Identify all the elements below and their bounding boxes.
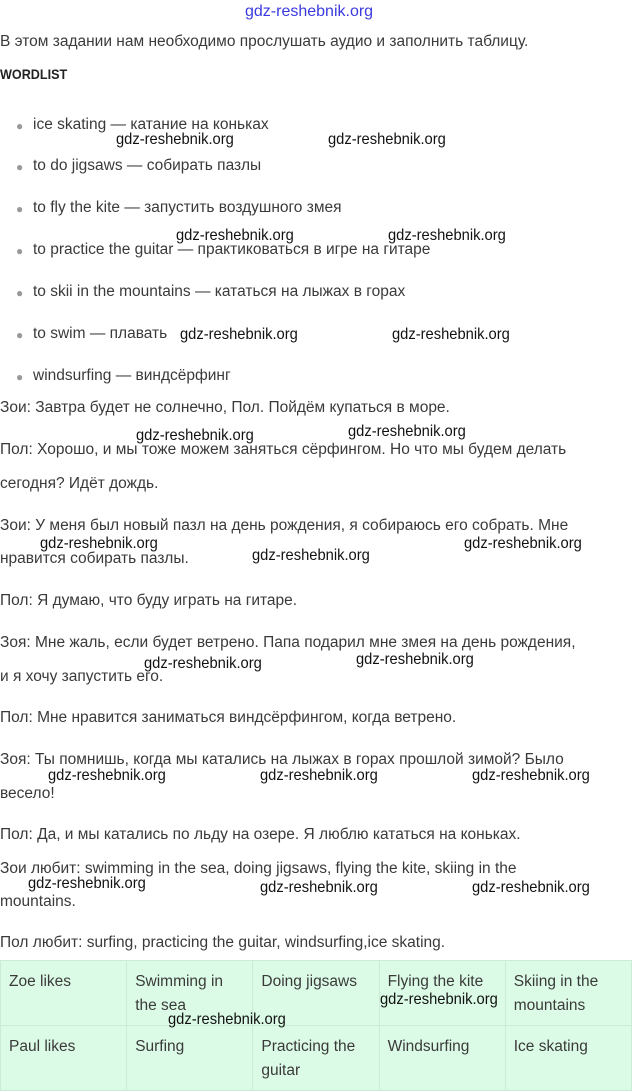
watermark: gdz-reshebnik.org — [472, 879, 590, 896]
table-row — [1, 961, 632, 1026]
watermark: gdz-reshebnik.org — [136, 427, 254, 444]
watermark: gdz-reshebnik.org — [260, 879, 378, 896]
table-cell: Surfing — [127, 1026, 253, 1091]
list-item: to swim — плавать — [33, 325, 168, 342]
dialogue-line: Зоя: Ты помнишь, когда мы катались на лыжах в горах прошлой зимой? Было — [0, 751, 564, 768]
watermark: gdz-reshebnik.org — [168, 1011, 286, 1028]
watermark: gdz-reshebnik.org — [472, 767, 590, 784]
bullet-icon: ● — [16, 328, 24, 342]
bullet-icon: ● — [16, 244, 24, 258]
bullet-icon: ● — [16, 370, 24, 384]
bullet-icon: ● — [16, 286, 24, 300]
table-cell: Skiing in the mountains — [505, 961, 631, 1026]
table-cell: Paul likes — [1, 1026, 127, 1091]
watermark: gdz-reshebnik.org — [116, 131, 234, 148]
list-item: to skii in the mountains — кататься на лыжах в горах — [33, 283, 406, 300]
dialogue-line: Зоя: Мне жаль, если будет ветрено. Папа подарил мне змея на день рождения, — [0, 634, 576, 651]
wordlist-heading: WORDLIST — [0, 66, 68, 82]
list-item: windsurfing — виндсёрфинг — [33, 367, 231, 384]
dialogue-line: весело! — [0, 785, 55, 802]
table-cell: Practicing the guitar — [253, 1026, 379, 1091]
watermark: gdz-reshebnik.org — [356, 651, 474, 668]
bullet-icon: ● — [16, 119, 24, 133]
dialogue-line: Зои: Завтра будет не солнечно, Пол. Пойдём купаться в море. — [0, 399, 450, 416]
watermark: gdz-reshebnik.org — [464, 535, 582, 552]
watermark: gdz-reshebnik.org — [348, 423, 466, 440]
dialogue-line: сегодня? Идёт дождь. — [0, 475, 159, 492]
watermark: gdz-reshebnik.org — [144, 655, 262, 672]
watermark-top[interactable]: gdz-reshebnik.org — [245, 3, 374, 20]
watermark: gdz-reshebnik.org — [48, 767, 166, 784]
list-item: to practice the guitar — практиковаться в игре на гитаре — [33, 241, 431, 258]
table-cell: Flying the kite — [379, 961, 505, 1026]
list-item: to do jigsaws — собирать пазлы — [33, 157, 262, 174]
summary-line: mountains. — [0, 893, 76, 910]
watermark: gdz-reshebnik.org — [260, 767, 378, 784]
watermark: gdz-reshebnik.org — [388, 227, 506, 244]
watermark: gdz-reshebnik.org — [28, 875, 146, 892]
dialogue-line: и я хочу запустить его. — [0, 668, 164, 685]
dialogue-line: Пол: Да, и мы катались по льду на озере. Я люблю кататься на коньках. — [0, 826, 521, 843]
dialogue-line: нравится собирать пазлы. — [0, 550, 189, 567]
dialogue-line: Зои: У меня был новый пазл на день рождения, я собираюсь его собрать. Мне — [0, 517, 569, 534]
summary-line: Пол любит: surfing, practicing the guitar, windsurfing,ice skating. — [0, 934, 446, 951]
watermark: gdz-reshebnik.org — [176, 227, 294, 244]
table-cell: Zoe likes — [1, 961, 127, 1026]
dialogue-line: Пол: Мне нравится заниматься виндсёрфингом, когда ветрено. — [0, 709, 457, 726]
list-item: ice skating — катание на коньках — [33, 116, 269, 133]
watermark: gdz-reshebnik.org — [392, 326, 510, 343]
table-cell: Swimming in the sea — [127, 961, 253, 1026]
watermark: gdz-reshebnik.org — [180, 326, 298, 343]
list-item: to fly the kite — запустить воздушного змея — [33, 199, 342, 216]
dialogue-line: Пол: Хорошо, и мы тоже можем заняться сёрфингом. Но что мы будем делать — [0, 441, 567, 458]
watermark: gdz-reshebnik.org — [40, 535, 158, 552]
watermark: gdz-reshebnik.org — [380, 991, 498, 1008]
watermark: gdz-reshebnik.org — [252, 547, 370, 564]
watermark: gdz-reshebnik.org — [328, 131, 446, 148]
likes-table — [0, 960, 632, 1091]
dialogue-line: Пол: Я думаю, что буду играть на гитаре. — [0, 592, 298, 609]
table-row — [1, 1026, 632, 1091]
table-cell: Windsurfing — [379, 1026, 505, 1091]
bullet-icon: ● — [16, 202, 24, 216]
table-cell: Doing jigsaws — [253, 961, 379, 1026]
summary-line: Зои любит: swimming in the sea, doing jigsaws, flying the kite, skiing in the — [0, 860, 517, 877]
intro-text: В этом задании нам необходимо прослушать аудио и заполнить таблицу. — [0, 33, 529, 50]
table-cell: Ice skating — [505, 1026, 631, 1091]
bullet-icon: ● — [16, 160, 24, 174]
